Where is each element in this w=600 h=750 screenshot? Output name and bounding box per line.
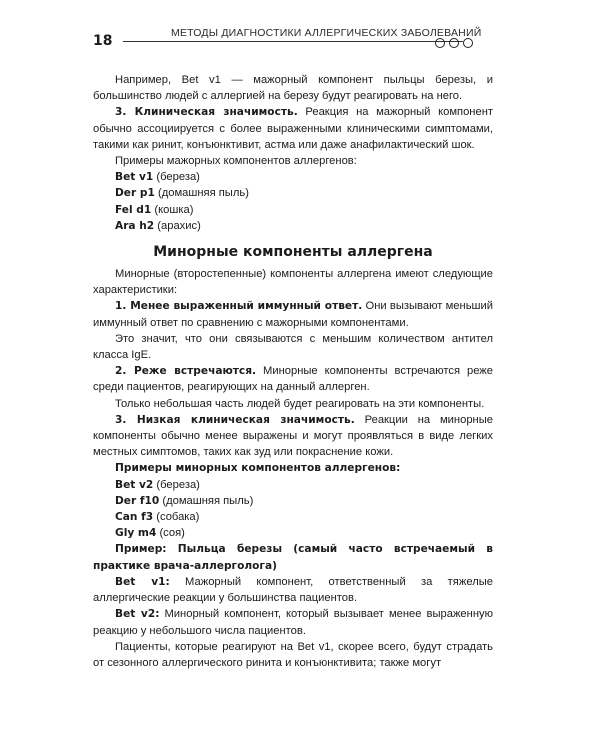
- paragraph: Bet v1: Мажорный компонент, ответственный за тяжелые аллергические реакции у большинства пациентов.: [93, 575, 493, 605]
- header-circles-ornament: [435, 35, 477, 47]
- list-item: Ara h2 (арахис): [115, 219, 201, 232]
- paragraph: Минорные (второстепенные) компоненты аллергена имеют следующие характеристики:: [93, 268, 493, 297]
- circle-icon: [435, 38, 445, 48]
- bold-lead: 3. Низкая клиническая значимость.: [115, 413, 355, 426]
- paragraph: 3. Клиническая значимость. Реакция на мажорный компонент обычно ассоциируется с более выраженными клиническими симптомами, такими как ринит, конъюнктивит, астма или даже анафилактический шок.: [93, 106, 493, 151]
- circle-icon: [449, 38, 459, 48]
- bold-lead: 1. Менее выраженный иммунный ответ.: [115, 300, 363, 313]
- paragraph: 2. Реже встречаются. Минорные компоненты встречаются реже среди пациентов, реагирующих на данный аллерген.: [93, 365, 494, 394]
- paragraph: Например, Bet v1 — мажорный компонент пыльцы березы, и большинство людей с аллергией на березу будут реагировать на него.: [93, 74, 493, 103]
- example-lead: Пример: Пыльца березы (самый часто встречаемый в практике врача-аллерголога): [93, 543, 493, 572]
- circle-icon: [463, 38, 473, 48]
- bold-lead: Bet v2:: [115, 608, 160, 621]
- list-item: Bet v1 (береза): [115, 171, 200, 184]
- page-body: [93, 72, 493, 671]
- running-title: МЕТОДЫ ДИАГНОСТИКИ АЛЛЕРГИЧЕСКИХ ЗАБОЛЕВАНИЙ: [167, 27, 485, 39]
- list-item: Bet v2 (береза): [115, 478, 200, 491]
- bold-lead: 2. Реже встречаются.: [115, 365, 257, 378]
- list-title: Примеры минорных компонентов аллергенов:: [115, 462, 401, 475]
- list-item: Fel d1 (кошка): [115, 203, 194, 216]
- paragraph: Только небольшая часть людей будет реагировать на эти компоненты.: [115, 397, 485, 410]
- bold-lead: 3. Клиническая значимость.: [115, 106, 298, 119]
- paragraph: Примеры мажорных компонентов аллергенов:: [115, 155, 357, 168]
- running-header: [93, 27, 493, 55]
- list-item: Gly m4 (соя): [115, 527, 185, 540]
- list-item: Can f3 (собака): [115, 511, 200, 524]
- header-rule: [123, 41, 463, 42]
- section-heading: Минорные компоненты аллергена: [153, 244, 433, 261]
- list-item: Der f10 (домашняя пыль): [115, 494, 254, 507]
- paragraph: Bet v2: Минорный компонент, который вызывает менее выраженную реакцию у небольшого числа пациентов.: [93, 608, 493, 637]
- page-number: 18: [93, 33, 113, 49]
- list-item: Der p1 (домашняя пыль): [115, 187, 249, 200]
- paragraph: 3. Низкая клиническая значимость. Реакции на минорные компоненты обычно менее выражены и могут проявляться в виде легких местных симптомов, таких как зуд или покраснение кожи.: [93, 413, 493, 459]
- paragraph: Это значит, что они связываются с меньшим количеством антител класса IgE.: [93, 332, 493, 362]
- bold-lead: Bet v1:: [115, 575, 170, 588]
- paragraph: Пациенты, которые реагируют на Bet v1, скорее всего, будут страдать от сезонного аллергического ринита и конъюнктивита; также могут: [93, 640, 493, 669]
- paragraph: 1. Менее выраженный иммунный ответ. Они вызывают меньший иммунный ответ по сравнению с мажорными компонентами.: [93, 300, 493, 329]
